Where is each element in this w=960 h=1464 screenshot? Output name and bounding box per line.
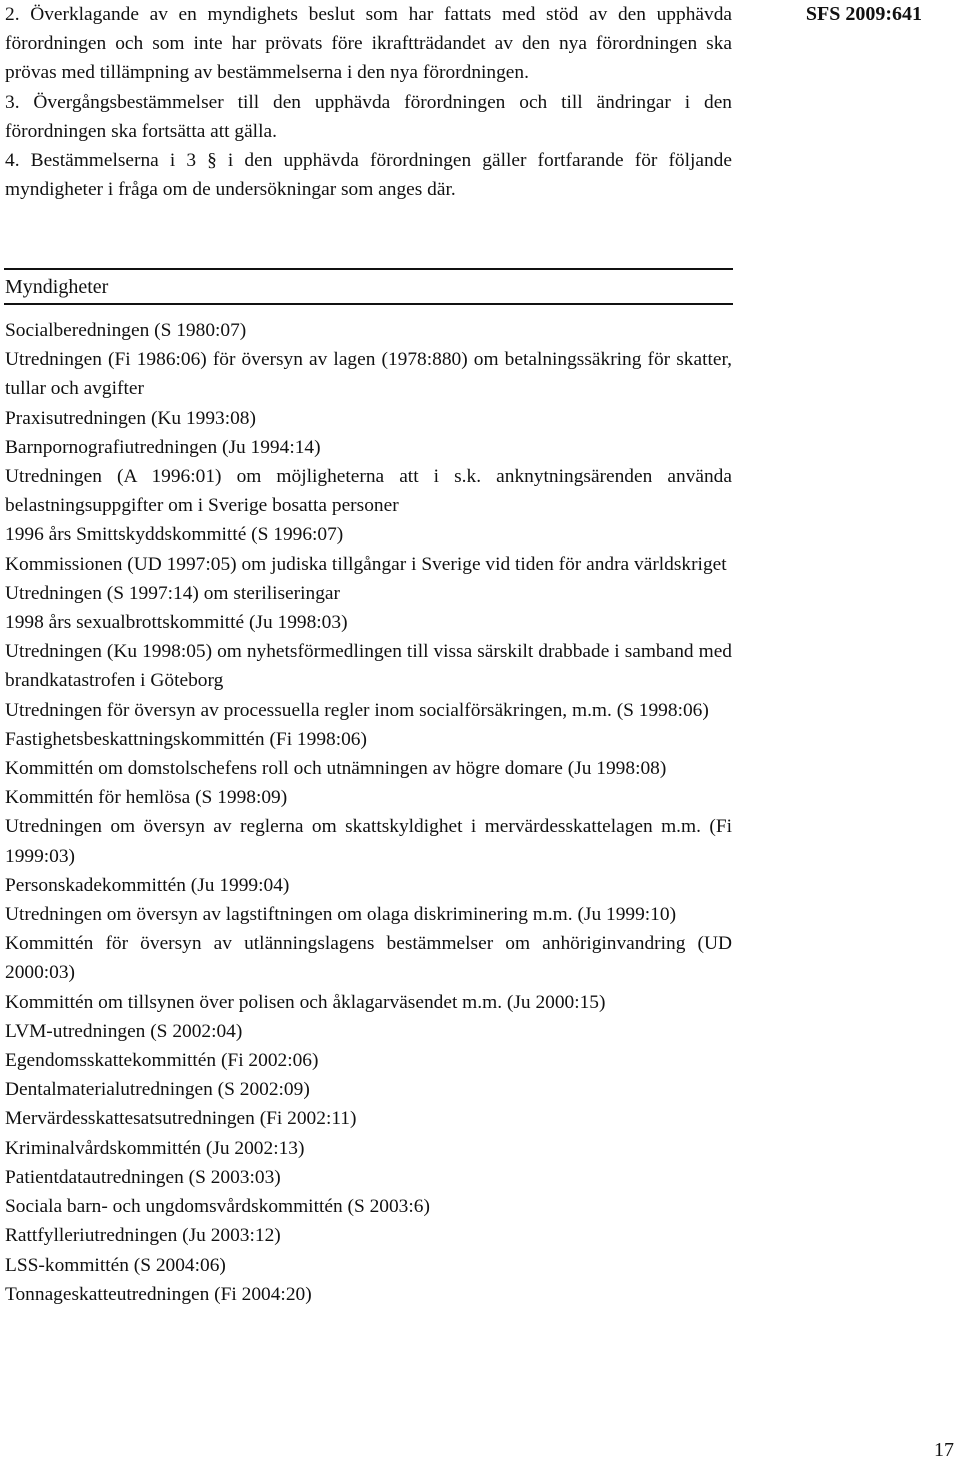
paragraph-4: 4. Bestämmelserna i 3 § i den upphävda förordningen gäller fortfarande för följande myndigheter i fråga om de undersökningar som anges där. — [5, 150, 732, 201]
authority-row: Patientdatautredningen (S 2003:03) — [5, 1166, 281, 1188]
authority-row: Kommittén för hemlösa (S 1998:09) — [5, 787, 288, 809]
page-number: 17 — [934, 1439, 954, 1461]
authority-row: Utredningen (S 1997:14) om steriliseringar — [5, 582, 340, 604]
authority-row: 1998 års sexualbrottskommitté (Ju 1998:03) — [5, 612, 348, 634]
authority-row: Tonnageskatteutredningen (Fi 2004:20) — [5, 1283, 312, 1305]
paragraph-3: 3. Övergångsbestämmelser till den upphävda förordningen och till ändringar i den förordningen ska fortsätta att gälla. — [5, 91, 732, 142]
authority-row: Dentalmaterialutredningen (S 2002:09) — [5, 1079, 310, 1101]
authority-row: Utredningen om översyn av lagstiftningen om olaga diskriminering m.m. (Ju 1999:10) — [5, 904, 677, 926]
authority-row: Utredningen för översyn av processuella regler inom socialförsäkringen, m.m. (S 1998:06) — [5, 699, 709, 721]
authority-row: Kommissionen (UD 1997:05) om judiska tillgångar i Sverige vid tiden för andra världskriget — [5, 553, 727, 575]
authority-row: 1996 års Smittskyddskommitté (S 1996:07) — [5, 524, 344, 546]
authority-row: LVM-utredningen (S 2002:04) — [5, 1020, 243, 1042]
authority-list — [5, 316, 732, 1309]
authority-row: Socialberedningen (S 1980:07) — [5, 320, 247, 341]
table-column-header: Myndigheter — [5, 276, 109, 298]
authority-row: Fastighetsbeskattningskommittén (Fi 1998:06) — [5, 728, 367, 750]
authority-row: Praxisutredningen (Ku 1993:08) — [5, 407, 256, 429]
document-reference: SFS 2009:641 — [805, 3, 922, 25]
table-top-rule — [4, 268, 733, 270]
authority-row: Kriminalvårdskommittén (Ju 2002:13) — [5, 1137, 305, 1159]
authority-row: Utredningen (Fi 1986:06) för översyn av lagen (1978:880) om betalningssäkring för skatter, tullar och avgifter — [5, 349, 732, 400]
table-header-rule — [4, 303, 733, 305]
authority-row: Personskadekommittén (Ju 1999:04) — [5, 874, 290, 896]
paragraph-2: 2. Överklagande av en myndighets beslut som har fattats med stöd av den upphävda förordningen och som inte har prövats före ikraftträdandet av den nya förordningen ska prövas med tillämpning av bestämmelserna i den nya förordningen. — [5, 4, 732, 84]
authority-row: Barnpornografiutredningen (Ju 1994:14) — [5, 436, 321, 458]
transition-provisions — [5, 0, 732, 204]
authority-row: Kommittén om domstolschefens roll och utnämningen av högre domare (Ju 1998:08) — [5, 758, 667, 780]
authority-row: Rattfylleriutredningen (Ju 2003:12) — [5, 1225, 281, 1247]
authority-row: Sociala barn- och ungdomsvårdskommittén (S 2003:6) — [5, 1196, 430, 1218]
authority-row: Utredningen om översyn av reglerna om skattskyldighet i mervärdesskattelagen m.m. (Fi 1999:03) — [5, 816, 732, 867]
authority-row: Kommittén om tillsynen över polisen och åklagarväsendet m.m. (Ju 2000:15) — [5, 991, 606, 1013]
authority-row: Utredningen (Ku 1998:05) om nyhetsförmedlingen till vissa särskilt drabbade i samband med brandkatastrofen i Göteborg — [5, 641, 732, 692]
authority-row: Egendomsskattekommittén (Fi 2002:06) — [5, 1050, 319, 1072]
authority-row: Utredningen (A 1996:01) om möjligheterna att i s.k. anknytningsärenden använda belastningsuppgifter om i Sverige bosatta personer — [5, 466, 732, 517]
authority-row: LSS-kommittén (S 2004:06) — [5, 1254, 226, 1276]
authority-row: Mervärdesskattesatsutredningen (Fi 2002:11) — [5, 1108, 357, 1130]
authority-row: Kommittén för översyn av utlänningslagens bestämmelser om anhöriginvandring (UD 2000:03) — [5, 933, 732, 984]
